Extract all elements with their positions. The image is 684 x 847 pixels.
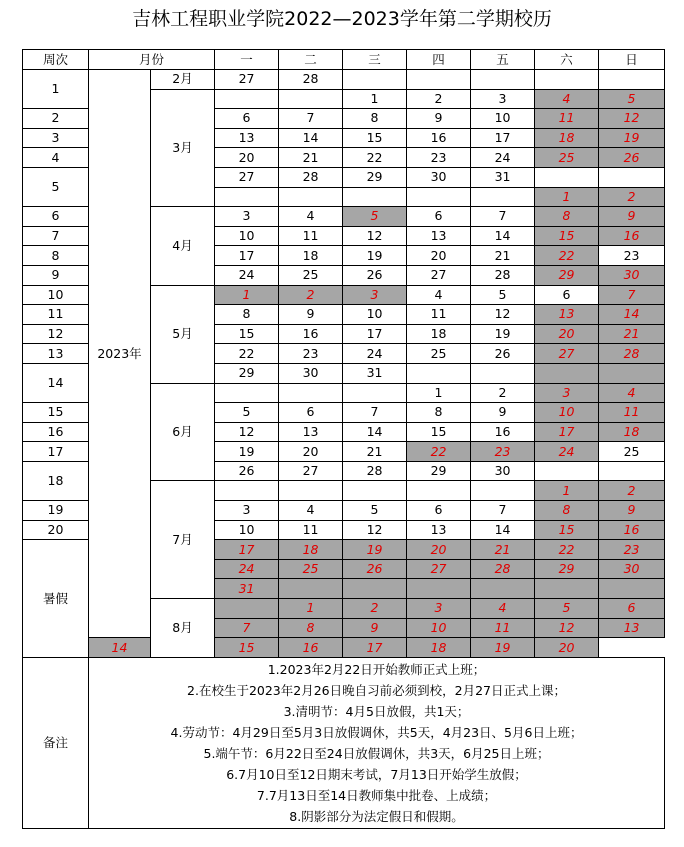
day-cell: 27 bbox=[215, 167, 279, 187]
day-cell: 14 bbox=[599, 305, 665, 325]
day-cell bbox=[279, 579, 343, 599]
day-cell: 12 bbox=[471, 305, 535, 325]
day-cell: 29 bbox=[535, 559, 599, 579]
day-cell: 24 bbox=[535, 442, 599, 462]
day-cell: 2 bbox=[343, 599, 407, 619]
day-cell: 7 bbox=[471, 207, 535, 227]
day-cell bbox=[279, 383, 343, 403]
day-cell: 9 bbox=[407, 109, 471, 129]
day-cell: 25 bbox=[279, 559, 343, 579]
day-cell: 4 bbox=[599, 383, 665, 403]
day-cell: 22 bbox=[535, 540, 599, 560]
day-cell: 8 bbox=[535, 207, 599, 227]
month-label: 7月 bbox=[151, 481, 215, 599]
day-cell: 16 bbox=[407, 128, 471, 148]
week-label: 7 bbox=[23, 226, 89, 246]
day-cell: 13 bbox=[599, 618, 665, 638]
day-cell: 6 bbox=[535, 285, 599, 305]
day-cell: 7 bbox=[279, 109, 343, 129]
day-cell: 10 bbox=[471, 109, 535, 129]
page-title: 吉林工程职业学院2022—2023学年第二学期校历 bbox=[132, 8, 552, 30]
header-row bbox=[23, 50, 665, 70]
day-cell: 3 bbox=[407, 599, 471, 619]
day-cell: 23 bbox=[599, 246, 665, 266]
day-cell: 8 bbox=[535, 501, 599, 521]
day-cell: 26 bbox=[599, 148, 665, 168]
week-label: 13 bbox=[23, 344, 89, 364]
day-cell: 17 bbox=[343, 638, 407, 658]
day-cell: 1 bbox=[535, 481, 599, 501]
day-cell bbox=[215, 187, 279, 207]
day-cell: 20 bbox=[279, 442, 343, 462]
day-cell: 30 bbox=[279, 363, 343, 383]
day-cell: 16 bbox=[279, 324, 343, 344]
day-cell: 19 bbox=[343, 246, 407, 266]
week-label: 11 bbox=[23, 305, 89, 325]
day-cell bbox=[599, 70, 665, 90]
day-cell: 17 bbox=[535, 422, 599, 442]
day-cell: 9 bbox=[599, 207, 665, 227]
day-cell: 29 bbox=[343, 167, 407, 187]
day-cell: 20 bbox=[535, 324, 599, 344]
day-cell: 14 bbox=[471, 520, 535, 540]
day-cell: 14 bbox=[279, 128, 343, 148]
day-cell: 20 bbox=[535, 638, 599, 658]
day-cell bbox=[535, 461, 599, 481]
day-cell: 18 bbox=[407, 324, 471, 344]
day-cell: 8 bbox=[407, 403, 471, 423]
month-label: 4月 bbox=[151, 207, 215, 285]
day-cell: 27 bbox=[407, 265, 471, 285]
day-cell: 4 bbox=[471, 599, 535, 619]
notes-row bbox=[23, 657, 665, 828]
day-cell: 6 bbox=[215, 109, 279, 129]
day-cell: 26 bbox=[471, 344, 535, 364]
day-cell: 3 bbox=[343, 285, 407, 305]
month-label: 8月 bbox=[151, 599, 215, 658]
day-cell: 13 bbox=[215, 128, 279, 148]
day-cell bbox=[471, 70, 535, 90]
day-cell: 1 bbox=[535, 187, 599, 207]
note-item: 6.7月10日至12日期末考试，7月13日开始学生放假； bbox=[226, 766, 527, 782]
day-cell: 11 bbox=[407, 305, 471, 325]
day-cell: 13 bbox=[535, 305, 599, 325]
day-cell bbox=[343, 579, 407, 599]
header-week: 周次 bbox=[23, 50, 89, 70]
day-cell: 31 bbox=[343, 363, 407, 383]
day-cell: 30 bbox=[599, 265, 665, 285]
day-cell: 30 bbox=[599, 559, 665, 579]
month-label: 3月 bbox=[151, 89, 215, 207]
week-label: 20 bbox=[23, 520, 89, 540]
day-cell: 5 bbox=[535, 599, 599, 619]
day-cell: 17 bbox=[215, 246, 279, 266]
day-cell: 18 bbox=[279, 540, 343, 560]
week-label: 1 bbox=[23, 70, 89, 109]
day-cell: 15 bbox=[535, 226, 599, 246]
day-cell: 8 bbox=[279, 618, 343, 638]
header-day-mon: 一 bbox=[215, 50, 279, 70]
day-cell: 14 bbox=[471, 226, 535, 246]
day-cell: 11 bbox=[535, 109, 599, 129]
day-cell: 29 bbox=[535, 265, 599, 285]
day-cell: 25 bbox=[599, 442, 665, 462]
day-cell: 29 bbox=[407, 461, 471, 481]
day-cell: 19 bbox=[343, 540, 407, 560]
day-cell bbox=[599, 461, 665, 481]
day-cell: 2 bbox=[407, 89, 471, 109]
calendar-table bbox=[22, 49, 665, 829]
day-cell: 3 bbox=[535, 383, 599, 403]
day-cell: 10 bbox=[215, 226, 279, 246]
day-cell: 2 bbox=[471, 383, 535, 403]
day-cell: 1 bbox=[407, 383, 471, 403]
day-cell: 11 bbox=[279, 226, 343, 246]
day-cell: 28 bbox=[279, 167, 343, 187]
day-cell: 2 bbox=[279, 285, 343, 305]
notes-content bbox=[89, 657, 665, 828]
day-cell: 6 bbox=[279, 403, 343, 423]
day-cell: 13 bbox=[279, 422, 343, 442]
day-cell: 12 bbox=[343, 520, 407, 540]
note-item: 5.端午节：6月22日至24日放假调休，共3天，6月25日上班； bbox=[203, 745, 550, 761]
day-cell: 4 bbox=[535, 89, 599, 109]
day-cell bbox=[407, 187, 471, 207]
day-cell: 12 bbox=[599, 109, 665, 129]
day-cell: 19 bbox=[599, 128, 665, 148]
vacation-label: 暑假 bbox=[23, 540, 89, 658]
day-cell: 11 bbox=[279, 520, 343, 540]
day-cell: 26 bbox=[343, 265, 407, 285]
day-cell: 8 bbox=[343, 109, 407, 129]
day-cell: 22 bbox=[343, 148, 407, 168]
day-cell: 29 bbox=[215, 363, 279, 383]
day-cell bbox=[343, 187, 407, 207]
note-item: 1.2023年2月22日开始教师正式上班； bbox=[267, 661, 486, 677]
day-cell: 20 bbox=[215, 148, 279, 168]
day-cell: 10 bbox=[215, 520, 279, 540]
day-cell: 27 bbox=[215, 70, 279, 90]
day-cell: 9 bbox=[471, 403, 535, 423]
day-cell: 26 bbox=[215, 461, 279, 481]
day-cell: 5 bbox=[599, 89, 665, 109]
notes-label: 备注 bbox=[23, 657, 89, 828]
day-cell: 21 bbox=[279, 148, 343, 168]
day-cell: 4 bbox=[279, 207, 343, 227]
day-cell bbox=[471, 481, 535, 501]
day-cell: 11 bbox=[471, 618, 535, 638]
week-label: 14 bbox=[23, 363, 89, 402]
day-cell: 10 bbox=[343, 305, 407, 325]
day-cell: 30 bbox=[407, 167, 471, 187]
day-cell: 6 bbox=[407, 207, 471, 227]
day-cell: 19 bbox=[471, 324, 535, 344]
day-cell: 18 bbox=[599, 422, 665, 442]
header-day-sat: 六 bbox=[535, 50, 599, 70]
day-cell: 15 bbox=[215, 638, 279, 658]
day-cell bbox=[407, 481, 471, 501]
day-cell bbox=[343, 70, 407, 90]
day-cell: 28 bbox=[279, 70, 343, 90]
day-cell: 1 bbox=[279, 599, 343, 619]
day-cell: 24 bbox=[343, 344, 407, 364]
note-item: 3.清明节：4月5日放假，共1天； bbox=[283, 703, 470, 719]
day-cell: 17 bbox=[343, 324, 407, 344]
day-cell bbox=[535, 579, 599, 599]
header-day-fri: 五 bbox=[471, 50, 535, 70]
day-cell: 31 bbox=[471, 167, 535, 187]
day-cell: 17 bbox=[215, 540, 279, 560]
day-cell: 10 bbox=[535, 403, 599, 423]
week-label: 18 bbox=[23, 461, 89, 500]
day-cell: 21 bbox=[471, 540, 535, 560]
day-cell bbox=[599, 363, 665, 383]
day-cell bbox=[279, 89, 343, 109]
day-cell: 3 bbox=[215, 501, 279, 521]
calendar-body bbox=[23, 70, 665, 829]
month-label: 6月 bbox=[151, 383, 215, 481]
day-cell: 21 bbox=[599, 324, 665, 344]
day-cell: 7 bbox=[599, 285, 665, 305]
day-cell bbox=[535, 70, 599, 90]
day-cell: 5 bbox=[471, 285, 535, 305]
header-day-thu: 四 bbox=[407, 50, 471, 70]
day-cell: 23 bbox=[279, 344, 343, 364]
day-cell: 3 bbox=[471, 89, 535, 109]
day-cell: 5 bbox=[343, 207, 407, 227]
day-cell bbox=[407, 70, 471, 90]
day-cell: 16 bbox=[279, 638, 343, 658]
day-cell: 22 bbox=[407, 442, 471, 462]
day-cell bbox=[599, 579, 665, 599]
year-label: 2023年 bbox=[89, 70, 151, 638]
header-day-sun: 日 bbox=[599, 50, 665, 70]
week-label: 10 bbox=[23, 285, 89, 305]
day-cell: 14 bbox=[89, 638, 151, 658]
day-cell: 8 bbox=[215, 305, 279, 325]
day-cell: 18 bbox=[535, 128, 599, 148]
day-cell: 28 bbox=[599, 344, 665, 364]
day-cell: 5 bbox=[343, 501, 407, 521]
note-item: 4.劳动节：4月29日至5月3日放假调休，共5天，4月23日、5月6日上班； bbox=[170, 724, 583, 740]
day-cell: 24 bbox=[471, 148, 535, 168]
day-cell: 24 bbox=[215, 559, 279, 579]
week-label: 8 bbox=[23, 246, 89, 266]
header-day-tue: 二 bbox=[279, 50, 343, 70]
day-cell: 26 bbox=[343, 559, 407, 579]
day-cell: 19 bbox=[471, 638, 535, 658]
day-cell: 2 bbox=[599, 481, 665, 501]
day-cell: 27 bbox=[279, 461, 343, 481]
day-cell bbox=[471, 579, 535, 599]
day-cell: 6 bbox=[407, 501, 471, 521]
day-cell: 21 bbox=[343, 442, 407, 462]
day-cell: 15 bbox=[343, 128, 407, 148]
day-cell bbox=[215, 89, 279, 109]
day-cell: 27 bbox=[407, 559, 471, 579]
day-cell: 10 bbox=[407, 618, 471, 638]
day-cell: 19 bbox=[215, 442, 279, 462]
week-label: 16 bbox=[23, 422, 89, 442]
day-cell bbox=[599, 167, 665, 187]
day-cell: 5 bbox=[215, 403, 279, 423]
day-cell: 11 bbox=[599, 403, 665, 423]
day-cell: 9 bbox=[279, 305, 343, 325]
day-cell: 7 bbox=[215, 618, 279, 638]
day-cell: 18 bbox=[279, 246, 343, 266]
day-cell: 12 bbox=[215, 422, 279, 442]
note-item: 8.阴影部分为法定假日和假期。 bbox=[289, 808, 464, 824]
day-cell: 4 bbox=[279, 501, 343, 521]
day-cell: 1 bbox=[343, 89, 407, 109]
day-cell bbox=[279, 187, 343, 207]
day-cell: 23 bbox=[599, 540, 665, 560]
week-label: 9 bbox=[23, 265, 89, 285]
week-label: 2 bbox=[23, 109, 89, 129]
day-cell: 16 bbox=[599, 226, 665, 246]
week-label: 19 bbox=[23, 501, 89, 521]
day-cell bbox=[343, 481, 407, 501]
day-cell: 28 bbox=[343, 461, 407, 481]
day-cell bbox=[471, 187, 535, 207]
day-cell: 12 bbox=[535, 618, 599, 638]
day-cell: 25 bbox=[279, 265, 343, 285]
day-cell: 13 bbox=[407, 520, 471, 540]
day-cell: 16 bbox=[599, 520, 665, 540]
week-label: 15 bbox=[23, 403, 89, 423]
day-cell: 20 bbox=[407, 540, 471, 560]
day-cell: 27 bbox=[535, 344, 599, 364]
day-cell bbox=[343, 383, 407, 403]
day-cell: 25 bbox=[535, 148, 599, 168]
day-cell: 28 bbox=[471, 265, 535, 285]
day-cell: 21 bbox=[471, 246, 535, 266]
note-item: 7.7月13日至14日教师集中批卷、上成绩； bbox=[256, 787, 497, 803]
day-cell: 7 bbox=[343, 403, 407, 423]
day-cell: 22 bbox=[215, 344, 279, 364]
day-cell bbox=[535, 363, 599, 383]
week-label: 3 bbox=[23, 128, 89, 148]
month-label: 2月 bbox=[151, 70, 215, 90]
day-cell: 25 bbox=[407, 344, 471, 364]
note-item: 2.在校生于2023年2月26日晚自习前必须到校，2月27日正式上课； bbox=[187, 682, 566, 698]
week-label: 4 bbox=[23, 148, 89, 168]
header-month: 月份 bbox=[89, 50, 215, 70]
table-row bbox=[23, 70, 665, 90]
day-cell: 9 bbox=[343, 618, 407, 638]
day-cell: 18 bbox=[407, 638, 471, 658]
day-cell: 22 bbox=[535, 246, 599, 266]
week-label: 12 bbox=[23, 324, 89, 344]
week-label: 5 bbox=[23, 167, 89, 206]
day-cell: 14 bbox=[343, 422, 407, 442]
day-cell: 20 bbox=[407, 246, 471, 266]
day-cell: 30 bbox=[471, 461, 535, 481]
day-cell bbox=[407, 579, 471, 599]
day-cell bbox=[215, 481, 279, 501]
week-label: 17 bbox=[23, 442, 89, 462]
day-cell: 15 bbox=[215, 324, 279, 344]
day-cell: 17 bbox=[471, 128, 535, 148]
week-label: 6 bbox=[23, 207, 89, 227]
day-cell: 24 bbox=[215, 265, 279, 285]
day-cell: 9 bbox=[599, 501, 665, 521]
day-cell: 7 bbox=[471, 501, 535, 521]
day-cell: 3 bbox=[215, 207, 279, 227]
day-cell bbox=[279, 481, 343, 501]
day-cell: 4 bbox=[407, 285, 471, 305]
day-cell: 6 bbox=[599, 599, 665, 619]
day-cell: 2 bbox=[599, 187, 665, 207]
day-cell: 13 bbox=[407, 226, 471, 246]
day-cell: 16 bbox=[471, 422, 535, 442]
table-row bbox=[23, 638, 665, 658]
day-cell bbox=[215, 599, 279, 619]
day-cell bbox=[407, 363, 471, 383]
day-cell: 28 bbox=[471, 559, 535, 579]
day-cell bbox=[535, 167, 599, 187]
day-cell: 15 bbox=[407, 422, 471, 442]
header-day-wed: 三 bbox=[343, 50, 407, 70]
day-cell: 23 bbox=[407, 148, 471, 168]
day-cell bbox=[215, 383, 279, 403]
day-cell: 1 bbox=[215, 285, 279, 305]
day-cell: 15 bbox=[535, 520, 599, 540]
day-cell: 31 bbox=[215, 579, 279, 599]
day-cell bbox=[471, 363, 535, 383]
day-cell: 12 bbox=[343, 226, 407, 246]
month-label: 5月 bbox=[151, 285, 215, 383]
day-cell: 23 bbox=[471, 442, 535, 462]
